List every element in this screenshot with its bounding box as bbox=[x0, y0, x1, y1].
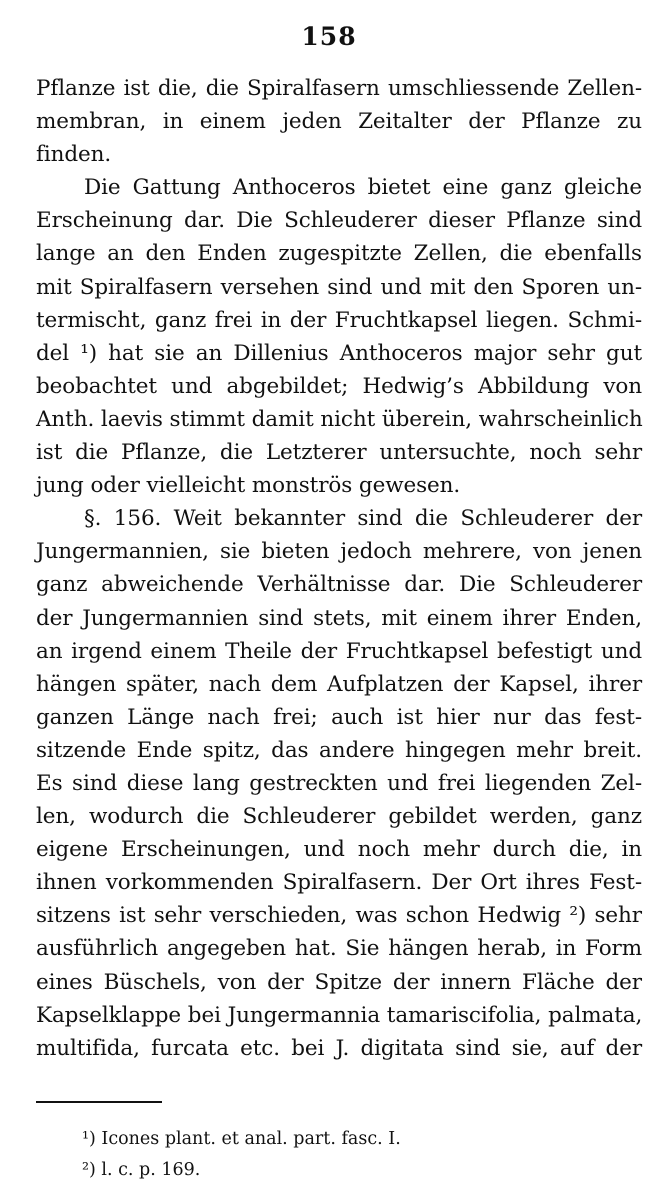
text-line: lange an den Enden zugespitzte Zellen, die ebenfalls bbox=[36, 241, 642, 267]
text-line: der Jungermannien sind stets, mit einem ihrer Enden, bbox=[36, 605, 642, 631]
footnotes bbox=[82, 1124, 602, 1186]
text-line: eines Büschels, von der Spitze der innern Fläche der bbox=[36, 969, 642, 995]
footnote-divider bbox=[36, 1101, 162, 1103]
text-line: multifida, furcata etc. bei J. digitata sind sie, auf der bbox=[36, 1035, 642, 1061]
text-line: len, wodurch die Schleuderer gebildet werden, ganz bbox=[36, 804, 642, 830]
text-line: Kapselklappe bei Jungermannia tamariscifolia, palmata, bbox=[36, 1002, 643, 1028]
text-line: membran, in einem jeden Zeitalter der Pflanze zu bbox=[36, 109, 642, 135]
footnote-1: ¹) Icones plant. et anal. part. fasc. I. bbox=[82, 1129, 401, 1149]
text-line: Anth. laevis stimmt damit nicht überein, wahrscheinlich bbox=[36, 406, 643, 432]
text-line: eigene Erscheinungen, und noch mehr durch die, in bbox=[36, 837, 642, 863]
text-line: Pflanze ist die, die Spiralfasern umschliessende Zellen- bbox=[36, 76, 642, 101]
text-line: ist die Pflanze, die Letzterer untersuchte, noch sehr bbox=[36, 440, 642, 466]
page-number: 158 bbox=[301, 22, 357, 51]
text-line: hängen später, nach dem Aufplatzen der Kapsel, ihrer bbox=[36, 671, 642, 697]
text-line: ihnen vorkommenden Spiralfasern. Der Ort ihres Fest- bbox=[36, 870, 642, 896]
text-line: Jungermannien, sie bieten jedoch mehrere, von jenen bbox=[36, 539, 642, 565]
text-line: del ¹) hat sie an Dillenius Anthoceros major sehr gut bbox=[36, 340, 642, 366]
text-line: sitzende Ende spitz, das andere hingegen mehr breit. bbox=[36, 737, 642, 763]
body-text bbox=[36, 72, 642, 1065]
text-line: an irgend einem Theile der Fruchtkapsel befestigt und bbox=[36, 638, 642, 664]
text-line: jung oder vielleicht monströs gewesen. bbox=[36, 473, 461, 499]
text-line: beobachtet und abgebildet; Hedwig’s Abbildung von bbox=[36, 373, 642, 399]
text-line: finden. bbox=[36, 142, 112, 168]
text-line: Erscheinung dar. Die Schleuderer dieser Pflanze sind bbox=[36, 208, 642, 234]
text-line: mit Spiralfasern versehen sind und mit den Sporen un- bbox=[36, 274, 642, 300]
text-line: sitzens ist sehr verschieden, was schon Hedwig ²) sehr bbox=[36, 903, 642, 929]
text-line: ganz abweichende Verhältnisse dar. Die Schleuderer bbox=[36, 572, 642, 598]
section-heading-line: §. 156. Weit bekannter sind die Schleuderer der bbox=[84, 506, 642, 532]
text-line: termischt, ganz frei in der Fruchtkapsel liegen. Schmi- bbox=[36, 307, 642, 333]
footnote-2: ²) l. c. p. 169. bbox=[82, 1160, 201, 1180]
text-line: Es sind diese lang gestreckten und frei liegenden Zel- bbox=[36, 770, 642, 796]
text-line: Die Gattung Anthoceros bietet eine ganz gleiche bbox=[84, 175, 642, 201]
text-line: ganzen Länge nach frei; auch ist hier nur das fest- bbox=[36, 704, 642, 730]
text-line: ausführlich angegeben hat. Sie hängen herab, in Form bbox=[36, 936, 642, 962]
